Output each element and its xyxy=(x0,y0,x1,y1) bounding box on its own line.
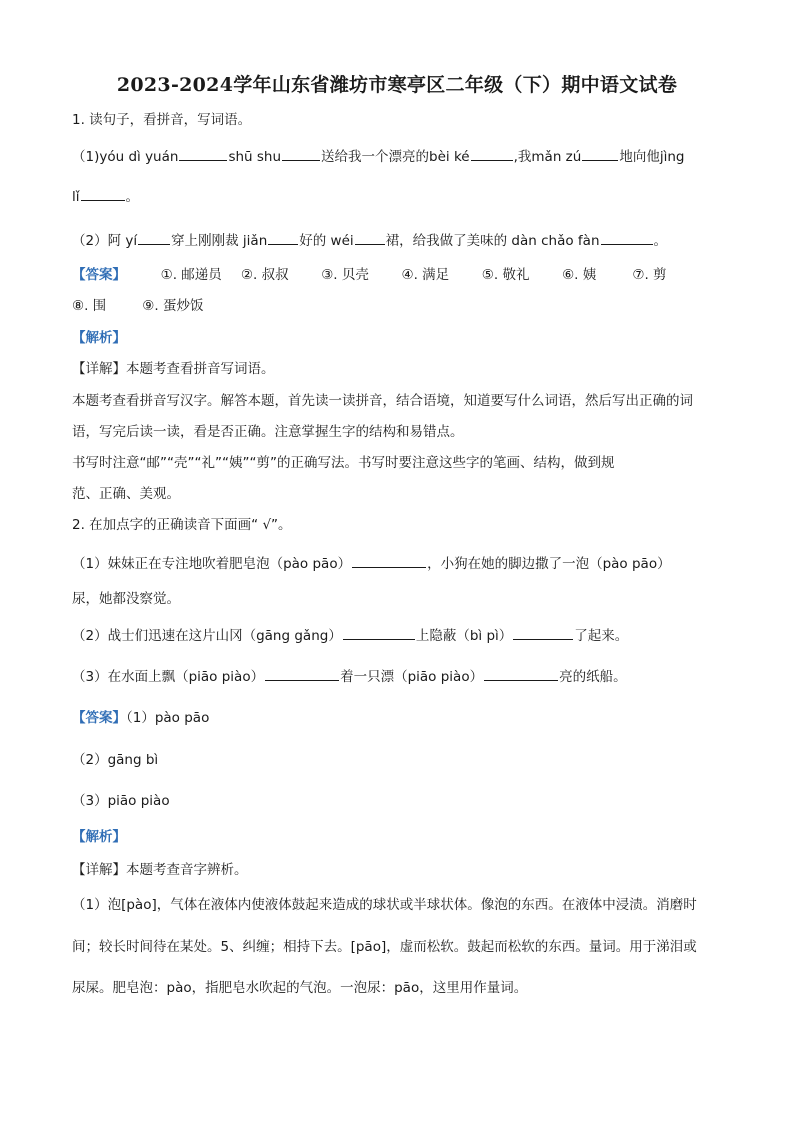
q1-sentence-1-cont xyxy=(72,186,722,207)
q2-answer-3: （3）piāo piào xyxy=(72,793,170,809)
q1-explanation-line: 本题考查看拼音写汉字。解答本题，首先读一读拼音，结合语境，知道要写什么词语，然后写出正确的词 xyxy=(72,393,693,409)
answer-item: ③. 贝壳 xyxy=(321,267,369,283)
answer-blank xyxy=(355,230,385,245)
q2-s1-part: （1）妹妹正在专注地吹着肥皂泡（pào pāo） xyxy=(72,556,352,572)
answer-blank xyxy=(513,625,573,640)
q1-s1-part: ,我mǎn zú xyxy=(513,149,582,165)
q2-detail xyxy=(72,860,722,880)
answer-item: ⑥. 姨 xyxy=(562,267,597,283)
answer-blank xyxy=(352,553,426,568)
q1-explanation-line: 范、正确、美观。 xyxy=(72,486,180,502)
q2-explanation-line: 间；较长时间待在某处。5、纠缠；相持下去。[pāo]，虚而松软。鼓起而松软的东西。量词。用于涕泪或 xyxy=(72,939,697,955)
q2-answer-1 xyxy=(72,708,722,728)
answer-blank xyxy=(138,230,170,245)
answer-item: ⑧. 围 xyxy=(72,298,107,314)
answer-blank xyxy=(179,146,227,161)
answer-item: ⑤. 敬礼 xyxy=(481,267,530,283)
detail-text: 本题考查音字辨析。 xyxy=(126,862,248,878)
detail-text: 本题考查看拼音写词语。 xyxy=(126,361,275,377)
q2-explanation-line: （1）泡[pào]，气体在液体内使液体鼓起来造成的球状或半球状体。像泡的东西。在液体中浸渍。消磨时 xyxy=(72,897,697,913)
q1-s2-part: （2）阿 yí xyxy=(72,233,138,249)
answer-blank xyxy=(265,666,339,681)
q1-stem: 1. 读句子，看拼音，写词语。 xyxy=(72,112,252,128)
q1-s1-part: lǐ xyxy=(72,189,80,205)
q2-sentence-1 xyxy=(72,553,722,574)
q2-s3-part: 着一只漂（piāo piào） xyxy=(340,669,484,685)
answer-item: ②. 叔叔 xyxy=(240,267,289,283)
analysis-tag: 【解析】 xyxy=(72,829,126,845)
answer-item: ①. 邮递员 xyxy=(160,267,222,283)
answer-blank xyxy=(81,186,125,201)
q2-sentence-2 xyxy=(72,625,722,646)
q2-answer-2: （2）gāng bì xyxy=(72,752,159,768)
q2-s2-part: （2）战士们迅速在这片山冈（gāng gǎng） xyxy=(72,628,342,644)
q2-sentence-1-cont: 尿，她都没察觉。 xyxy=(72,591,180,607)
answer-blank xyxy=(582,146,618,161)
answer-item: ⑦. 剪 xyxy=(632,267,667,283)
q2-stem: 2. 在加点字的正确读音下面画“ √”。 xyxy=(72,517,292,533)
q1-s2-part: 裙，给我做了美味的 dàn chǎo fàn xyxy=(385,233,600,249)
answer-blank xyxy=(343,625,415,640)
answer-blank xyxy=(484,666,558,681)
answer-blank xyxy=(268,230,298,245)
q1-s2-part: 穿上刚刚裁 jiǎn xyxy=(171,233,268,249)
q2-s2-part: 了起来。 xyxy=(574,628,629,644)
answer-tag: 【答案】 xyxy=(72,267,126,283)
q1-answer-row-2 xyxy=(72,296,722,316)
answer-item: ⑨. 蛋炒饭 xyxy=(142,298,204,314)
answer-item: ④. 满足 xyxy=(401,267,450,283)
q1-sentence-1 xyxy=(72,146,722,167)
q1-explanation-line: 书写时注意“邮”“壳”“礼”“姨”“剪”的正确写法。书写时要注意这些字的笔画、结构，做到规 xyxy=(72,455,615,471)
detail-tag: 【详解】 xyxy=(72,862,126,878)
answer-text: （1）pào pāo xyxy=(126,710,210,726)
answer-blank xyxy=(282,146,320,161)
q2-explanation-line: 尿屎。肥皂泡：pào，指肥皂水吹起的气泡。一泡尿：pāo，这里用作量词。 xyxy=(72,980,528,996)
q2-s3-part: 亮的纸船。 xyxy=(559,669,627,685)
q1-s2-part: 。 xyxy=(653,233,668,249)
q1-detail xyxy=(72,359,722,379)
q1-explanation-line: 语，写完后读一读，看是否正确。注意掌握生字的结构和易错点。 xyxy=(72,424,464,440)
detail-tag: 【详解】 xyxy=(72,361,126,377)
q1-s1-part: shū shu xyxy=(228,149,282,165)
q1-answer-row-1 xyxy=(72,265,722,285)
answer-blank xyxy=(471,146,513,161)
answer-blank xyxy=(601,230,653,245)
q1-s2-part: 好的 wéi xyxy=(299,233,354,249)
answer-tag: 【答案】 xyxy=(72,710,126,726)
q1-sentence-2 xyxy=(72,230,722,251)
q2-sentence-3 xyxy=(72,666,722,687)
q1-s1-part: 送给我一个漂亮的bèi ké xyxy=(321,149,470,165)
page-title: 2023-2024学年山东省潍坊市寒亭区二年级（下）期中语文试卷 xyxy=(116,74,678,96)
q1-s1-part: 。 xyxy=(125,189,140,205)
q1-s1-part: 地向他jìng xyxy=(619,149,685,165)
q2-s2-part: 上隐蔽（bì pì） xyxy=(415,628,513,644)
q1-s1-part: （1)yóu dì yuán xyxy=(72,149,179,165)
q2-s1-part: ，小狗在她的脚边撒了一泡（pào pāo） xyxy=(427,556,671,572)
analysis-tag: 【解析】 xyxy=(72,330,126,346)
q2-s3-part: （3）在水面上飘（piāo piào） xyxy=(72,669,265,685)
